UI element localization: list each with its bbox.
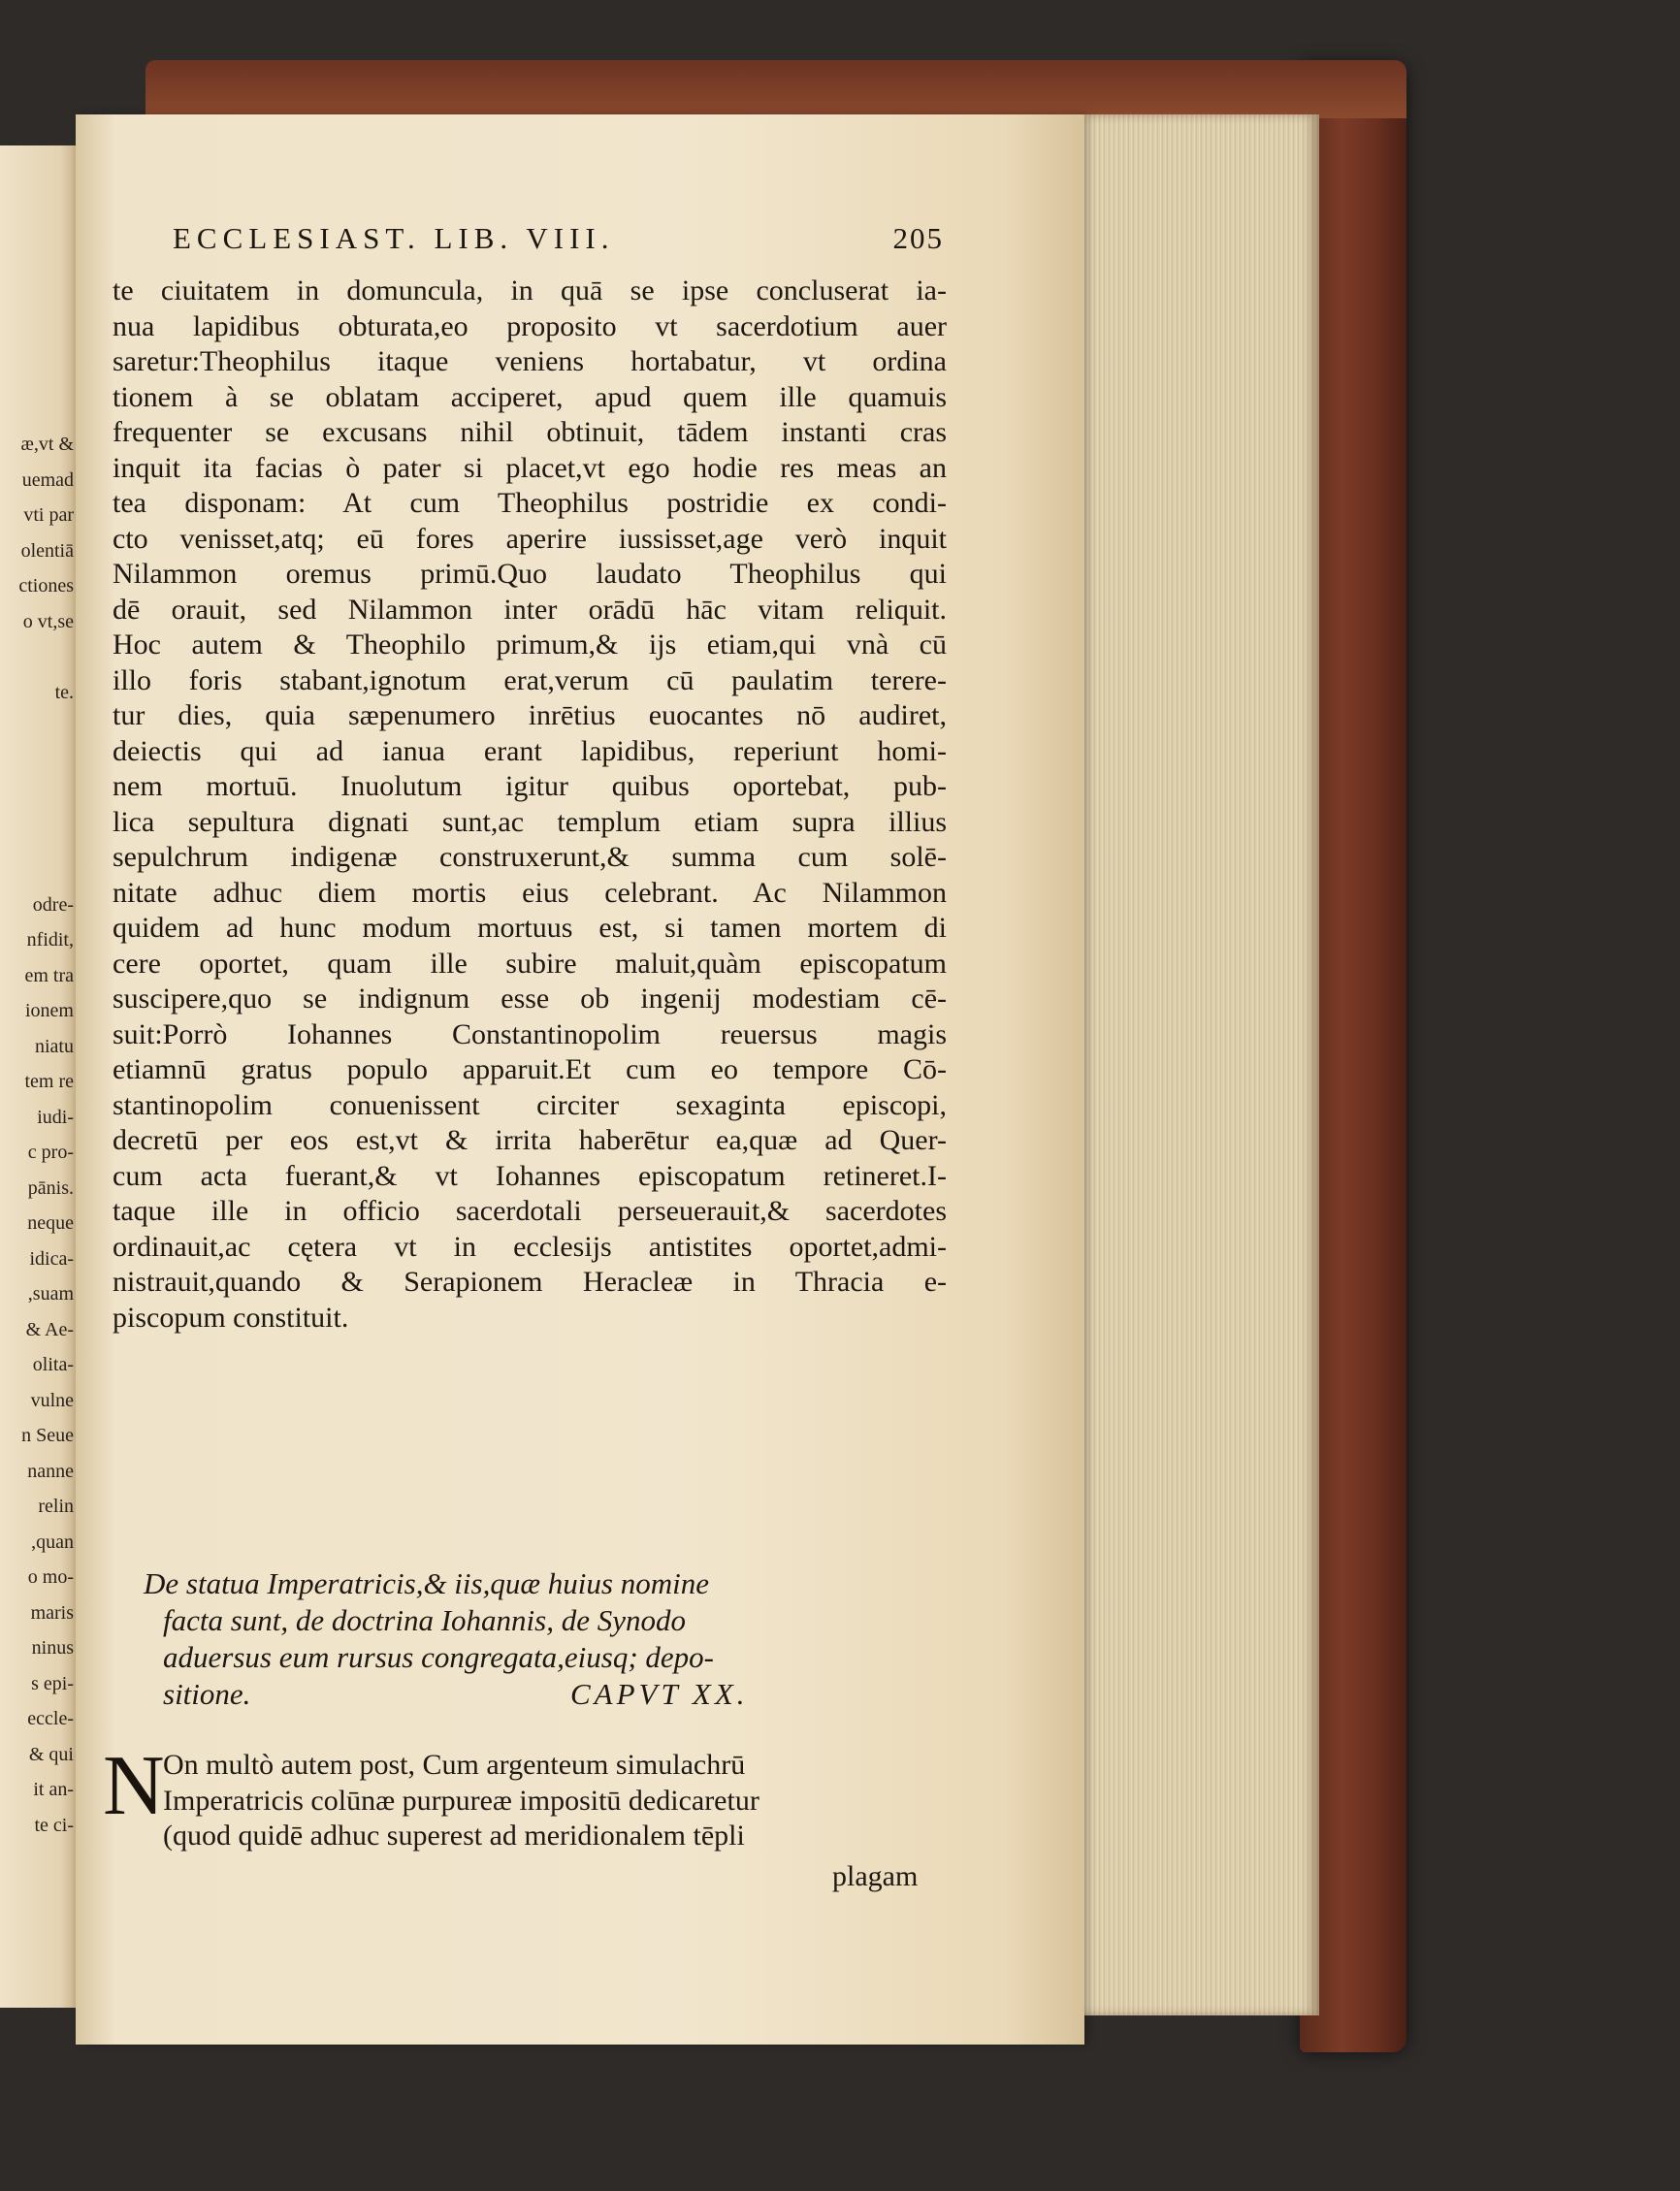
page-edges — [1077, 114, 1319, 2015]
text-line: illo foris stabant,ignotum erat,verum cū paulatim terere- — [113, 663, 947, 696]
text-line: sepulchrum indigenæ construxerunt,& summa cum solē- — [113, 841, 947, 873]
chapter-text — [163, 1748, 939, 1854]
left-page-line-fragment: te ci- — [34, 1814, 74, 1836]
left-page-line-fragment: odre- — [32, 893, 74, 916]
left-page-line-fragment: ctiones — [18, 575, 74, 596]
text-line: saretur:Theophilus itaque veniens hortabatur, vt ordina — [113, 345, 947, 377]
left-page-line-fragment — [0, 781, 74, 817]
left-page-line-fragment: tem re — [24, 1071, 74, 1092]
text-line: cere oportet, quam ille subire maluit,quàm episcopatum — [113, 947, 947, 980]
text-line: lica sepultura dignati sunt,ac templum etiam supra illius — [113, 805, 947, 838]
left-page-line-fragment — [0, 852, 74, 887]
left-page-line-fragment: & qui — [28, 1743, 74, 1765]
left-page-line-fragment: ,quan — [31, 1530, 74, 1553]
left-page-line-fragment — [0, 746, 74, 782]
text-line: suit:Porrò Iohannes Constantinopolim reuersus magis — [113, 1017, 947, 1050]
page-number: 205 — [892, 221, 944, 255]
left-page-line-fragment: ninus — [31, 1637, 74, 1659]
text-line: nitate adhuc diem mortis eius celebrant. Ac Nilammon — [113, 876, 947, 909]
left-page-line-fragment: nanne — [27, 1460, 74, 1482]
text-line: tea disponam: At cum Theophilus postridie ex condi- — [113, 487, 947, 519]
left-page-line-fragment: it an- — [33, 1779, 74, 1800]
text-line: cto venisset,atq; eū fores aperire iussisset,age verò inquit — [113, 522, 947, 555]
left-page-line-fragment: æ,vt & — [20, 434, 74, 455]
left-page-line-fragment: idica- — [29, 1247, 74, 1270]
text-line: deiectis qui ad ianua erant lapidibus, reperiunt homi- — [113, 734, 947, 767]
text-line: frequenter se excusans nihil obtinuit, tādem instanti cras — [113, 416, 947, 448]
chapter-heading-line: sitione. — [163, 1677, 251, 1711]
text-line: stantinopolim conuenissent circiter sexaginta episcopi, — [113, 1088, 947, 1121]
chapter-heading — [144, 1565, 920, 1713]
left-page-line-fragment: olita- — [32, 1354, 74, 1375]
left-page-line-fragment: nfidit, — [26, 929, 74, 951]
text-line: tionem à se oblatam acciperet, apud quem ille quamuis — [113, 380, 947, 413]
left-page-line-fragment: vti par — [23, 504, 74, 526]
text-line: cum acta fuerant,& vt Iohannes episcopatum retineret.I- — [113, 1159, 947, 1192]
left-page-line-fragment: eccle- — [27, 1708, 74, 1729]
text-line: inquit ita facias ò pater si placet,vt ego hodie res meas an — [113, 451, 947, 484]
left-page-line-fragment: em tra — [24, 964, 74, 986]
left-page-line-fragment: & Ae- — [25, 1318, 74, 1340]
left-page-line-fragment: ,suam — [27, 1283, 74, 1305]
left-page-line-fragment — [0, 817, 74, 853]
left-page-line-fragment — [0, 710, 74, 746]
left-page-line-fragment: ionem — [25, 1000, 74, 1021]
running-head-title: ECCLESIAST. LIB. VIII. — [173, 221, 615, 255]
drop-capital: N — [103, 1739, 165, 1833]
left-page-line-fragment: o vt,se — [22, 610, 74, 632]
left-page-text — [0, 427, 74, 1843]
text-line: Hoc autem & Theophilo primum,& ijs etiam,qui vnà cū — [113, 628, 947, 661]
left-page-line-fragment: vulne — [30, 1389, 74, 1411]
left-page-line-fragment: uemad — [21, 468, 74, 491]
chapter-number: CAPVT XX. — [570, 1677, 749, 1711]
left-page-line-fragment: iudi- — [37, 1106, 74, 1128]
text-line: nem mortuū. Inuolutum igitur quibus oportebat, pub- — [113, 770, 947, 802]
text-line: etiamnū gratus populo apparuit.Et cum eo tempore Cō- — [113, 1053, 947, 1085]
text-line: suscipere,quo se indignum esse ob ingenij modestiam cē- — [113, 983, 947, 1015]
left-page-line-fragment: pānis. — [27, 1176, 74, 1199]
right-page — [76, 114, 1084, 2045]
chapter-heading-line: De statua Imperatricis,& iis,quæ huius nomine — [144, 1566, 709, 1600]
text-line: (quod quidē adhuc superest ad meridionalem tēpli — [163, 1820, 745, 1852]
left-page-line-fragment: te. — [54, 681, 74, 703]
left-page-line-fragment: s epi- — [31, 1672, 74, 1694]
text-line: Imperatricis colūnæ purpureæ impositū dedicaretur — [163, 1784, 759, 1817]
left-page-line-fragment: maris — [30, 1601, 74, 1624]
left-page-line-fragment: n Seue — [21, 1425, 74, 1446]
text-line: decretū per eos est,vt & irrita haberētur ea,quæ ad Quer- — [113, 1124, 947, 1156]
text-line: quidem ad hunc modum mortuus est, si tamen mortem di — [113, 912, 947, 944]
text-line: piscopum constituit. — [113, 1301, 349, 1334]
left-page-line-fragment: niatu — [35, 1035, 74, 1057]
text-line: On multò autem post, Cum argenteum simulachrū — [163, 1749, 746, 1781]
left-page-line-fragment: relin — [38, 1496, 74, 1517]
body-text — [113, 274, 947, 1336]
left-page-line-fragment: c pro- — [27, 1142, 74, 1163]
text-line: Nilammon oremus primū.Quo laudato Theophilus qui — [113, 558, 947, 590]
left-page-line-fragment — [0, 639, 74, 675]
text-line: ordinauit,ac cętera vt in ecclesijs antistites oportet,admi- — [113, 1230, 947, 1263]
text-line: nua lapidibus obturata,eo proposito vt sacerdotium auer — [113, 309, 947, 342]
catchword: plagam — [832, 1860, 919, 1892]
text-line: dē orauit, sed Nilammon inter orādū hāc vitam reliquit. — [113, 593, 947, 626]
text-line: tur dies, quia sæpenumero inrētius euocantes nō audiret, — [113, 699, 947, 731]
book-top-board — [145, 60, 1406, 118]
running-head — [173, 221, 944, 256]
left-page-line-fragment: neque — [27, 1212, 74, 1234]
text-line: te ciuitatem in domuncula, in quā se ipse concluserat ia- — [113, 274, 947, 306]
chapter-heading-line: aduersus eum rursus congregata,eiusq; depo- — [163, 1640, 714, 1674]
left-page-line-fragment: olentiā — [20, 539, 74, 562]
chapter-heading-line: facta sunt, de doctrina Iohannis, de Synodo — [163, 1603, 686, 1637]
left-page-line-fragment: o mo- — [27, 1566, 74, 1588]
text-line: nistrauit,quando & Serapionem Heracleæ in Thracia e- — [113, 1266, 947, 1298]
left-page — [0, 145, 76, 2008]
text-line: taque ille in officio sacerdotali perseuerauit,& sacerdotes — [113, 1195, 947, 1227]
